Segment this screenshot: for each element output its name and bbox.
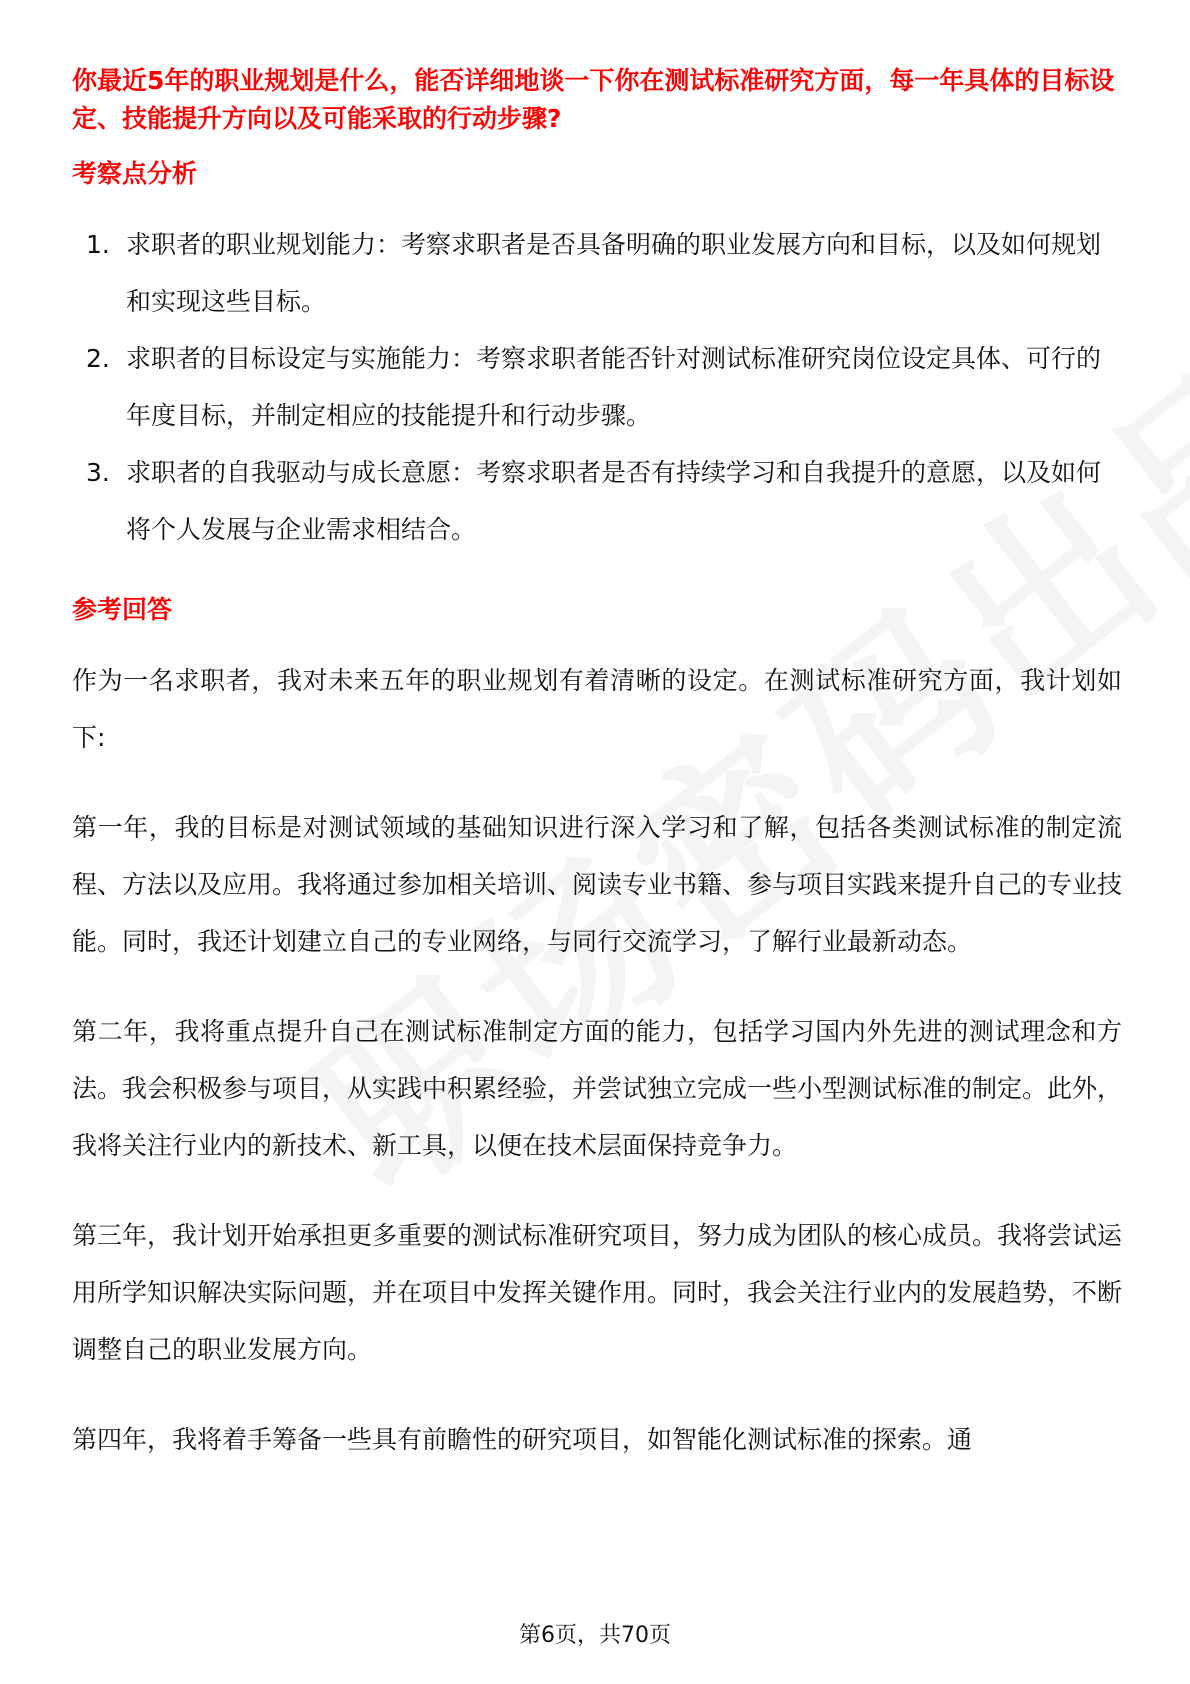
point-text: 求职者的目标设定与实施能力：考察求职者能否针对测试标准研究岗位设定具体、可行的年度目标，并制定相应的技能提升和行动步骤。 — [126, 344, 1102, 430]
analysis-point — [72, 330, 1122, 444]
question-heading: 你最近5年的职业规划是什么，能否详细地谈一下你在测试标准研究方面，每一年具体的目标设定、技能提升方向以及可能采取的行动步骤? — [72, 66, 1115, 133]
point-text: 求职者的自我驱动与成长意愿：考察求职者是否有持续学习和自我提升的意愿，以及如何将个人发展与企业需求相结合。 — [126, 458, 1102, 544]
page-footer: 第6页，共70页 — [519, 1623, 671, 1648]
answer-paragraph: 作为一名求职者，我对未来五年的职业规划有着清晰的设定。在测试标准研究方面，我计划如下: — [72, 666, 1122, 752]
point-number: 3. — [86, 458, 110, 487]
answer-paragraph: 第一年，我的目标是对测试领域的基础知识进行深入学习和了解，包括各类测试标准的制定流程、方法以及应用。我将通过参加相关培训、阅读专业书籍、参与项目实践来提升自己的专业技能。同时，我还计划建立自己的专业网络，与同行交流学习，了解行业最新动态。 — [72, 813, 1123, 956]
analysis-title: 考察点分析 — [72, 159, 198, 188]
answer-title: 参考回答 — [72, 595, 173, 624]
content — [72, 62, 1122, 1501]
answer-paragraph: 第四年，我将着手筹备一些具有前瞻性的研究项目，如智能化测试标准的探索。通 — [72, 1425, 973, 1454]
answer-paragraph: 第二年，我将重点提升自己在测试标准制定方面的能力，包括学习国内外先进的测试理念和方法。我会积极参与项目，从实践中积累经验，并尝试独立完成一些小型测试标准的制定。此外，我将关注行业内的新技术、新工具，以便在技术层面保持竞争力。 — [72, 1017, 1123, 1160]
answer-paragraph: 第三年，我计划开始承担更多重要的测试标准研究项目，努力成为团队的核心成员。我将尝试运用所学知识解决实际问题，并在项目中发挥关键作用。同时，我会关注行业内的发展趋势，不断调整自己的职业发展方向。 — [72, 1221, 1123, 1364]
point-number: 1. — [86, 230, 110, 259]
point-number: 2. — [86, 344, 110, 373]
analysis-point — [72, 216, 1122, 330]
analysis-point — [72, 444, 1122, 558]
analysis-points — [72, 216, 1122, 558]
point-text: 求职者的职业规划能力：考察求职者是否具备明确的职业发展方向和目标，以及如何规划和实现这些目标。 — [126, 230, 1102, 316]
